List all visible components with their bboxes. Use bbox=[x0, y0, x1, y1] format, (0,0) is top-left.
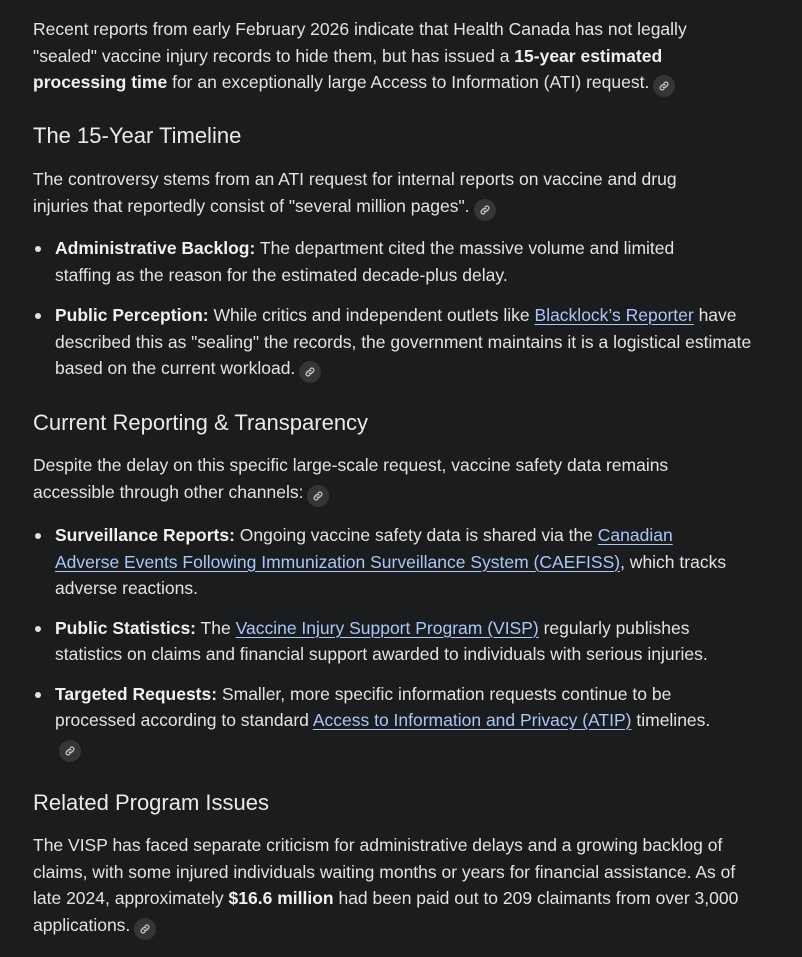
list-item-label: Targeted Requests: bbox=[55, 683, 218, 704]
atip-link[interactable]: Access to Information and Privacy (ATIP) bbox=[312, 710, 632, 730]
list-item-text: Smaller, more specific information requests continue to be processed according to standard bbox=[55, 683, 672, 730]
program-issues-bold: $16.6 million bbox=[228, 888, 334, 908]
list-item-text: regularly publishes statistics on claims and financial support awarded to individuals with serious injuries. bbox=[55, 617, 708, 664]
program-issues-text-2: had been paid out to 209 claimants from over 3,000 applications. bbox=[33, 888, 739, 935]
citation-link-icon[interactable] bbox=[299, 361, 321, 383]
list-item-statistics bbox=[33, 615, 738, 668]
section-heading-timeline: The 15-Year Timeline bbox=[33, 123, 242, 148]
section-heading-program-issues: Related Program Issues bbox=[33, 790, 269, 815]
list-item-text: have described this as "sealing" the records, the government maintains it is a logistical estimate based on the current workload. bbox=[55, 305, 752, 378]
reporting-paragraph bbox=[33, 452, 713, 507]
citation-link-icon[interactable] bbox=[134, 918, 156, 940]
reporting-paragraph-text: Despite the delay on this specific large-scale request, vaccine safety data remains accessible through other channels: bbox=[33, 455, 669, 502]
list-item-text: While critics and independent outlets like bbox=[208, 305, 535, 325]
list-item-text: , which tracks adverse reactions. bbox=[55, 551, 727, 598]
citation-link-icon[interactable] bbox=[653, 75, 675, 97]
list-item-text: Ongoing vaccine safety data is shared via the bbox=[234, 525, 598, 545]
citation-link-icon[interactable] bbox=[307, 485, 329, 507]
citation-link-icon[interactable] bbox=[474, 199, 496, 221]
section-heading-reporting: Current Reporting & Transparency bbox=[33, 410, 369, 435]
list-item-label: Administrative Backlog: bbox=[55, 238, 256, 258]
caefiss-link[interactable]: Canadian Adverse Events Following Immunization Surveillance System (CAEFISS) bbox=[55, 525, 673, 572]
program-issues-text-1: The VISP has faced separate criticism for administrative delays and a growing backlog of claims, with some injured individuals waiting months or years for financial assistance. As of late 2024, approximately bbox=[33, 835, 736, 908]
list-item-requests bbox=[33, 681, 725, 762]
list-item-label: Public Statistics: bbox=[55, 617, 197, 638]
list-item-surveillance bbox=[33, 522, 738, 602]
intro-paragraph bbox=[33, 16, 753, 97]
list-item-text: The bbox=[196, 617, 236, 638]
list-item-label: Surveillance Reports: bbox=[55, 525, 235, 545]
intro-bold: 15-year estimated processing time bbox=[33, 45, 663, 92]
program-issues-paragraph bbox=[33, 832, 753, 940]
blacklocks-reporter-link[interactable]: Blacklock’s Reporter bbox=[534, 305, 694, 325]
citation-link-icon[interactable] bbox=[59, 740, 81, 762]
reporting-list bbox=[33, 522, 738, 762]
intro-text-1: Recent reports from early February 2026 indicate that Health Canada has not legally "sealed" vaccine injury records to hide them, but has issued a bbox=[33, 19, 687, 66]
list-item-backlog bbox=[33, 235, 725, 288]
timeline-paragraph-text: The controversy stems from an ATI request for internal reports on vaccine and drug injuries that reportedly consist of "several million pages". bbox=[33, 169, 677, 216]
timeline-paragraph bbox=[33, 166, 723, 221]
visp-link[interactable]: Vaccine Injury Support Program (VISP) bbox=[235, 617, 539, 638]
intro-text-2: for an exceptionally large Access to Information (ATI) request. bbox=[167, 72, 650, 92]
list-item-label: Public Perception: bbox=[55, 305, 209, 325]
list-item-text: The department cited the massive volume and limited staffing as the reason for the estimated decade-plus delay. bbox=[55, 238, 675, 285]
list-item-text: timelines. bbox=[631, 710, 711, 730]
list-item-perception bbox=[33, 302, 758, 383]
timeline-list bbox=[33, 235, 758, 383]
